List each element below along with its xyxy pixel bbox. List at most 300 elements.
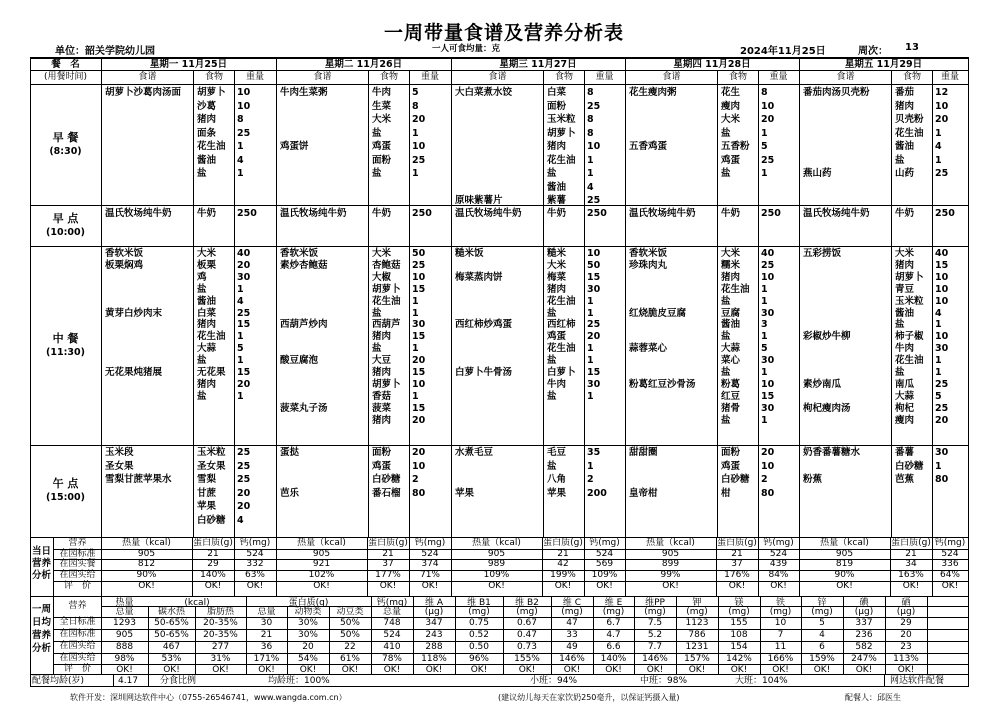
daily-value: 90% <box>136 570 157 581</box>
weekly-value: 1231 <box>685 642 709 652</box>
food-weight: 1 <box>237 390 244 402</box>
food-weight: 10 <box>935 283 949 295</box>
daily-value: 524 <box>595 548 614 559</box>
food-item: 胡萝卜 <box>372 378 401 390</box>
weekly-value: 748 <box>383 618 401 628</box>
food-col-line <box>368 70 369 537</box>
recipe-col-header: 食谱 <box>836 72 855 82</box>
weekly-value: 157% <box>684 654 710 664</box>
weekly-row-label: 在园实给 <box>59 641 96 651</box>
food-item: 大米 <box>372 248 392 259</box>
food-weight: 25 <box>587 195 601 206</box>
food-item: 面粉 <box>372 154 392 166</box>
food-weight: 35 <box>587 447 601 458</box>
daily-row-label: 在园实餐 <box>59 559 96 570</box>
weekly-group-head: 碘 <box>859 598 869 608</box>
food-item: 胡萝卜 <box>895 271 924 283</box>
daily-value: 34 <box>905 559 917 570</box>
food-weight: 1 <box>761 168 768 179</box>
food-item: 大椒 <box>372 271 392 283</box>
daily-value: 199% <box>550 570 576 581</box>
weekly-value: 30% <box>297 618 318 628</box>
food-weight: 10 <box>412 460 426 472</box>
weekly-value: 1293 <box>113 618 136 628</box>
day-divider <box>101 57 102 537</box>
weekly-value: 50-65% <box>154 618 189 628</box>
daily-col-head: 钙(mg) <box>239 538 271 548</box>
weekly-sub-head: 总量 <box>382 607 401 617</box>
food-weight: 20 <box>412 414 426 426</box>
big-class-ratio: 大班：104% <box>735 676 788 686</box>
daily-value: OK! <box>488 580 505 591</box>
weekly-value: 0.73 <box>516 642 538 652</box>
dish-name: 珍珠肉丸 <box>629 259 668 271</box>
food-item: 牛肉 <box>547 378 567 390</box>
day-header: 星期二 11月26日 <box>324 59 403 70</box>
class-ratio-label: 分食比例 <box>160 676 197 686</box>
food-item: 牛奶 <box>547 208 567 219</box>
food-item: 香菇 <box>372 390 392 402</box>
weekly-value: 166% <box>767 654 794 664</box>
meal-col-header: 餐 名 <box>51 59 80 70</box>
dish-name: 无花果炖猪展 <box>105 367 163 378</box>
weekly-value: 108 <box>730 630 748 640</box>
food-col-line <box>891 70 892 537</box>
food-col-header: 食物 <box>204 72 223 82</box>
weight-col-header: 重量 <box>769 72 788 82</box>
weekly-group-head: 维 A <box>424 598 444 608</box>
weekly-value: OK! <box>299 665 317 675</box>
food-weight: 10 <box>761 378 775 390</box>
food-weight: 8 <box>237 114 244 125</box>
food-col-line <box>717 70 718 537</box>
food-weight: 5 <box>761 141 768 152</box>
weekly-sub-head: (mg) <box>516 607 538 617</box>
food-weight: 15 <box>412 402 426 414</box>
weekly-value: 20-35% <box>203 618 238 628</box>
food-weight: 25 <box>587 319 601 331</box>
meal-name: 中 餐 <box>52 331 79 345</box>
food-col-header: 食物 <box>728 72 747 82</box>
daily-value: OK! <box>204 580 222 591</box>
food-weight: 20 <box>412 355 426 367</box>
meal-time: (11:30) <box>46 346 85 358</box>
day-divider <box>451 57 452 537</box>
daily-value: OK! <box>554 580 572 591</box>
food-item: 菜心 <box>721 355 741 367</box>
weekly-value: OK! <box>855 665 873 675</box>
food-item: 花生油 <box>547 295 576 307</box>
food-item: 沙葛 <box>197 100 217 112</box>
weekly-value: 467 <box>162 642 181 652</box>
food-weight: 20 <box>761 447 775 458</box>
food-item: 玉米粒 <box>547 114 576 125</box>
weekly-value: 1123 <box>685 618 709 628</box>
food-item: 牛肉 <box>372 87 392 98</box>
food-weight: 1 <box>237 355 244 367</box>
daily-value: OK! <box>770 580 787 591</box>
food-weight: 20 <box>412 447 426 458</box>
food-item: 花生油 <box>895 355 924 367</box>
food-weight: 10 <box>935 331 949 343</box>
food-item: 盐 <box>895 319 905 331</box>
food-weight: 250 <box>237 208 257 219</box>
daily-col-head: 热量（kcal) <box>820 538 869 548</box>
dish-name: 西红柿炒鸡蛋 <box>455 319 513 331</box>
food-item: 糙米 <box>547 248 567 259</box>
weekly-value: 582 <box>855 642 873 652</box>
food-col-header: 食物 <box>379 72 398 82</box>
dish-name: 原味紫薯片 <box>455 195 503 206</box>
daily-col-head: 蛋白质(g) <box>193 538 233 548</box>
food-item: 鸡 <box>197 271 207 283</box>
food-item: 红豆 <box>721 390 741 402</box>
food-item: 面粉 <box>372 447 392 458</box>
food-item: 青豆 <box>895 283 915 295</box>
food-weight: 25 <box>587 100 601 112</box>
daily-value: 29 <box>207 559 219 570</box>
food-weight: 30 <box>587 283 601 295</box>
weekly-value: OK! <box>341 665 359 675</box>
food-weight: 15 <box>237 319 251 331</box>
dish-name: 苹果 <box>455 487 475 499</box>
food-item: 盐 <box>721 331 731 343</box>
food-item: 盐 <box>372 127 382 139</box>
food-item: 盐 <box>547 307 557 319</box>
food-item: 面粉 <box>721 447 741 458</box>
meal-name: 午 点 <box>52 477 79 490</box>
weight-col-line <box>584 70 585 537</box>
food-weight: 15 <box>935 259 949 271</box>
food-item: 牛肉 <box>895 343 915 355</box>
weekly-value: 524 <box>383 630 401 640</box>
food-weight: 4 <box>237 154 244 166</box>
food-item: 花生油 <box>372 295 401 307</box>
weekly-value: 47 <box>566 618 578 628</box>
daily-value: 332 <box>246 559 264 570</box>
food-weight: 25 <box>935 168 949 179</box>
daily-value: OK! <box>379 580 397 591</box>
weekly-sub-head: 动豆类 <box>336 607 364 617</box>
daily-value: 42 <box>557 559 569 570</box>
weekly-value: 21 <box>260 630 273 640</box>
weekly-sub-head: (mg) <box>686 607 708 617</box>
daily-value: 21 <box>731 548 743 559</box>
dish-name: 彩椒炒牛柳 <box>803 331 851 343</box>
food-item: 猪肉 <box>372 331 392 343</box>
food-item: 猪肉 <box>372 367 392 378</box>
weight-col-line <box>409 70 410 537</box>
food-item: 花生油 <box>547 343 576 355</box>
food-weight: 1 <box>935 355 942 367</box>
food-item: 盐 <box>721 168 731 179</box>
food-item: 盐 <box>372 307 382 319</box>
dish-name: 花生瘦肉粥 <box>629 87 677 98</box>
food-item: 盐 <box>895 154 905 166</box>
food-weight: 25 <box>412 154 426 166</box>
weekly-value: OK! <box>897 665 915 675</box>
weekly-value: 347 <box>425 618 443 628</box>
daily-col-head: 钙(mg) <box>414 538 446 548</box>
food-item: 胡萝卜 <box>547 127 576 139</box>
header-bottom-line <box>30 84 968 85</box>
weight-col-header: 重量 <box>245 72 264 82</box>
food-weight: 15 <box>761 390 775 402</box>
food-item: 鸡蛋 <box>372 141 392 152</box>
weekly-value: OK! <box>212 665 229 675</box>
food-item: 贝壳粉 <box>895 114 924 125</box>
weekly-value: OK! <box>813 665 831 675</box>
food-weight: 25 <box>237 447 251 458</box>
food-item: 甘蔗 <box>197 487 217 499</box>
weekly-value: 155 <box>730 618 748 628</box>
food-item: 猪肉 <box>895 100 915 112</box>
weekly-value: 20 <box>302 642 314 652</box>
food-item: 五香粉 <box>721 141 750 152</box>
food-weight: 10 <box>935 100 949 112</box>
weekly-group-head: 热量 <box>115 598 134 608</box>
weekly-value: 30% <box>297 630 318 640</box>
food-weight: 1 <box>587 390 594 402</box>
food-weight: 15 <box>587 271 601 283</box>
food-item: 大米 <box>721 248 741 259</box>
milk-advice: (建议幼儿每天在家饮奶250毫升，以保证钙摄入量) <box>498 693 680 702</box>
food-weight: 15 <box>587 367 601 378</box>
food-weight: 3 <box>761 319 768 331</box>
food-item: 胡萝卜 <box>372 283 401 295</box>
food-item: 猪肉 <box>197 114 217 125</box>
header-row-line <box>30 70 968 71</box>
weekly-value: 50% <box>339 630 360 640</box>
weekly-value: 0.67 <box>516 618 538 628</box>
food-item: 苹果 <box>197 501 217 512</box>
food-weight: 25 <box>761 154 775 166</box>
food-weight: 1 <box>587 154 594 166</box>
food-item: 芭蕉 <box>895 474 915 485</box>
food-item: 盐 <box>721 414 731 426</box>
food-weight: 250 <box>935 208 955 219</box>
food-item: 猪肉 <box>895 259 915 271</box>
food-weight: 10 <box>237 87 251 98</box>
daily-value: 336 <box>941 559 959 570</box>
weekly-value: 888 <box>115 642 134 652</box>
weekly-sub-head: (mg) <box>644 607 666 617</box>
age-value: 4.17 <box>118 676 139 686</box>
daily-col-head: 蛋白质(g) <box>891 538 931 548</box>
weekly-value: 905 <box>115 630 134 640</box>
brand-divider <box>884 674 885 686</box>
weekly-value: OK! <box>470 665 488 675</box>
weekly-value: 5.2 <box>647 630 663 640</box>
dish-name: 皇帝柑 <box>629 487 658 499</box>
weekly-value: OK! <box>646 665 664 675</box>
day-header: 星期五 11月29日 <box>844 59 923 70</box>
daily-value: OK! <box>596 580 613 591</box>
daily-value: 989 <box>487 559 506 570</box>
dish-name: 燕山药 <box>803 168 832 179</box>
food-item: 猪肉 <box>372 414 392 426</box>
dish-name: 西葫芦炒肉 <box>280 319 328 331</box>
daily-row-label: 评 价 <box>63 580 91 591</box>
weekly-row-label: 在园实给 <box>59 653 96 663</box>
food-item: 白萝卜 <box>547 367 576 378</box>
food-weight: 1 <box>412 295 419 307</box>
food-item: 西葫芦 <box>372 319 401 331</box>
weekly-value: OK! <box>730 665 748 675</box>
food-weight: 1 <box>587 307 594 319</box>
food-weight: 8 <box>587 114 594 125</box>
food-item: 白砂糖 <box>895 460 924 472</box>
food-item: 大蒜 <box>197 343 217 355</box>
table-right-border <box>968 57 969 687</box>
food-weight: 40 <box>935 248 949 259</box>
weekly-group-head: 铁 <box>775 598 785 608</box>
daily-col-head: 蛋白质(g) <box>368 538 408 548</box>
food-item: 面粉 <box>547 100 567 112</box>
weekly-value: 50-65% <box>154 630 189 640</box>
food-item: 盐 <box>721 295 731 307</box>
food-weight: 15 <box>412 331 426 343</box>
weekly-value: 53% <box>161 654 182 664</box>
daily-value: 819 <box>835 559 854 570</box>
food-weight: 1 <box>935 319 942 331</box>
food-item: 盐 <box>547 168 557 179</box>
meal-time-header: (用餐时间) <box>43 72 88 82</box>
food-weight: 250 <box>587 208 607 219</box>
food-item: 白砂糖 <box>197 514 226 526</box>
weekly-value: 146% <box>642 654 668 664</box>
daily-value: 569 <box>595 559 614 570</box>
weekly-value: 146% <box>559 654 585 664</box>
daily-row-label: 营养 <box>68 538 87 548</box>
meal-time: (10:00) <box>46 226 85 238</box>
dish-name: 香软米饭 <box>629 248 668 259</box>
dish-name: 温氏牧场纯牛奶 <box>105 208 172 219</box>
daily-value: 905 <box>661 548 680 559</box>
daily-value: 84% <box>768 570 789 581</box>
dish-name: 温氏牧场纯牛奶 <box>629 208 696 219</box>
food-item: 盐 <box>547 355 557 367</box>
daily-section-label: 营养 <box>32 558 52 569</box>
dish-name: 蛋挞 <box>280 447 300 458</box>
unit-label: 单位：韶关学院幼儿园 <box>55 46 155 57</box>
weekly-value: 288 <box>425 642 443 652</box>
dish-name: 枸杞瘦肉汤 <box>803 402 851 414</box>
food-item: 牛奶 <box>895 208 915 219</box>
weight-col-header: 重量 <box>940 72 959 82</box>
weekly-value: 20 <box>900 630 912 640</box>
daily-value: 439 <box>769 559 788 570</box>
daily-value: OK! <box>313 580 330 591</box>
daily-value: 176% <box>724 570 750 581</box>
weekly-value: 159% <box>809 654 835 664</box>
food-item: 大米 <box>547 259 567 271</box>
daily-value: 64% <box>939 570 960 581</box>
food-weight: 30 <box>935 447 949 458</box>
food-weight: 10 <box>935 295 949 307</box>
food-weight: 1 <box>587 343 594 355</box>
day-divider <box>799 57 800 537</box>
daily-value: OK! <box>246 580 264 591</box>
food-item: 毛豆 <box>547 447 567 458</box>
food-item: 盐 <box>197 283 207 295</box>
daily-value: 21 <box>557 548 569 559</box>
weekly-value: 171% <box>253 654 280 664</box>
weekly-value: 54% <box>297 654 318 664</box>
weekly-sub-head: (mg) <box>561 607 583 617</box>
weekly-value: OK! <box>518 665 536 675</box>
dish-name: 五彩捞饭 <box>803 248 842 259</box>
food-item: 糯米 <box>721 259 741 271</box>
food-weight: 25 <box>237 474 251 485</box>
food-item: 猪肉 <box>721 271 741 283</box>
food-weight: 30 <box>761 307 775 319</box>
meal-time: (8:30) <box>49 146 82 157</box>
food-item: 粉葛 <box>721 378 741 390</box>
weekly-col-line <box>927 597 928 674</box>
weekly-value: 96% <box>468 654 489 664</box>
food-item: 牛奶 <box>721 208 741 219</box>
food-weight: 1 <box>237 141 244 152</box>
daily-value: 21 <box>905 548 917 559</box>
food-weight: 1 <box>412 168 419 179</box>
food-weight: 1 <box>761 367 768 378</box>
food-weight: 20 <box>412 114 426 125</box>
food-weight: 8 <box>587 87 594 98</box>
daily-col-head: 蛋白质(g) <box>543 538 583 548</box>
food-item: 猪骨 <box>721 402 741 414</box>
dish-name: 素炒杏鲍菇 <box>280 259 328 271</box>
daily-value: 37 <box>731 559 743 570</box>
dish-name: 芭乐 <box>280 487 300 499</box>
recipe-col-header: 食谱 <box>313 72 332 82</box>
food-item: 鸡蛋 <box>372 460 392 472</box>
food-weight: 50 <box>412 248 426 259</box>
food-item: 盐 <box>372 168 382 179</box>
food-weight: 30 <box>935 343 949 355</box>
age-divider <box>113 674 114 686</box>
age-value-divider <box>148 674 149 686</box>
food-weight: 20 <box>237 501 251 512</box>
weekly-value: 277 <box>211 642 230 652</box>
weekly-value: 36 <box>260 642 273 652</box>
food-item: 花生油 <box>895 127 924 139</box>
food-weight: 25 <box>412 259 426 271</box>
weekly-value: 155% <box>514 654 540 664</box>
meal-section-line <box>30 445 968 446</box>
weekly-value: 6.7 <box>606 618 621 628</box>
daily-value: 99% <box>660 570 681 581</box>
dish-name: 梅菜蒸肉饼 <box>455 271 503 283</box>
food-weight: 40 <box>761 248 775 259</box>
weekly-section-label: 营养 <box>32 630 52 641</box>
small-class-ratio: 小班：94% <box>530 676 578 686</box>
food-weight: 1 <box>587 168 594 179</box>
daily-section-label: 当日 <box>32 546 52 557</box>
food-weight: 20 <box>935 114 949 125</box>
weekly-value: 142% <box>726 654 752 664</box>
food-weight: 10 <box>761 100 775 112</box>
daily-value: 905 <box>312 548 331 559</box>
food-item: 大蒜 <box>721 343 741 355</box>
weekly-row-label: 评 价 <box>63 664 91 674</box>
food-item: 猪肉 <box>547 283 567 295</box>
recipe-col-header: 食谱 <box>138 72 157 82</box>
food-weight: 4 <box>935 141 942 152</box>
food-item: 圣女果 <box>197 460 226 472</box>
weekly-sub-head: 碳水热 <box>157 607 185 617</box>
weekly-value: 30 <box>260 618 273 628</box>
